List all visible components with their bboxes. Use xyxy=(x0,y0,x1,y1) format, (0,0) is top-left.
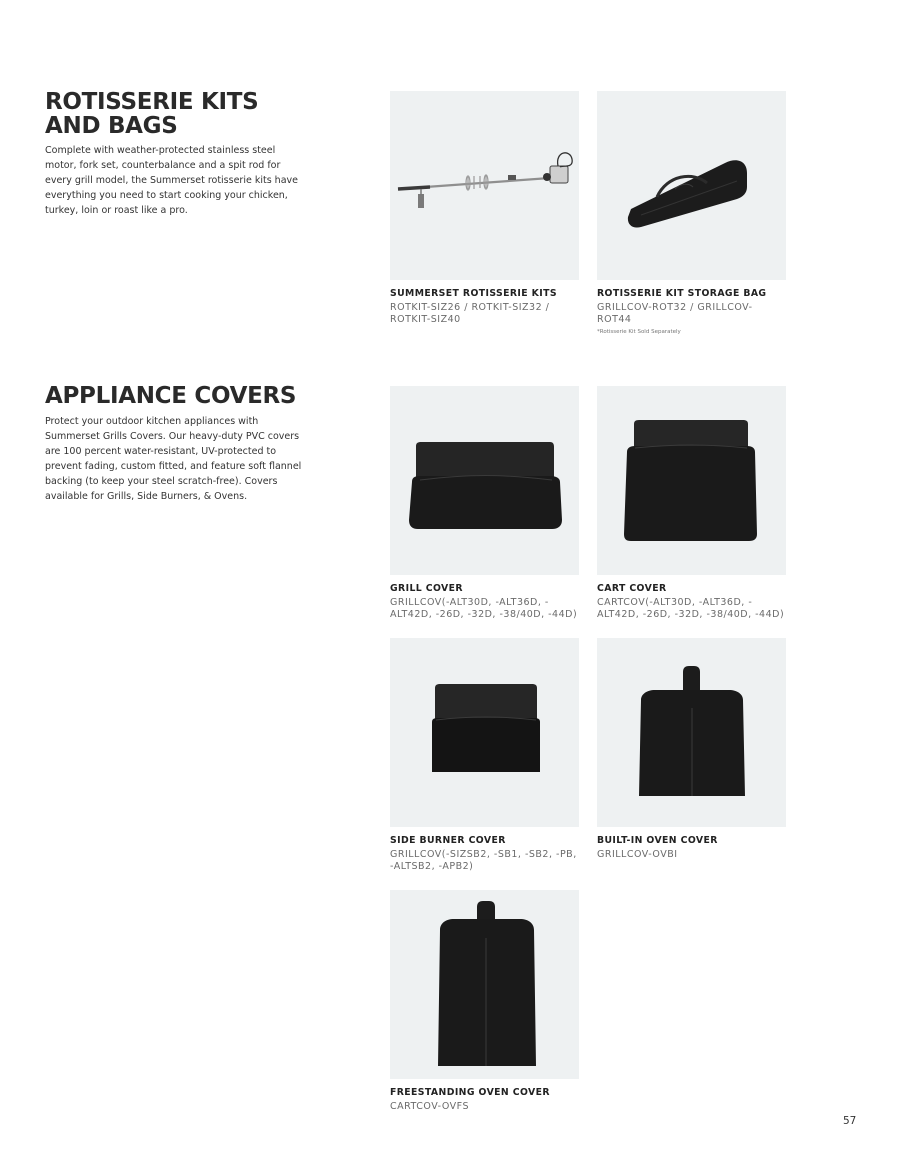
product-code: CARTCOV-OVFS xyxy=(390,1101,470,1112)
product-name: FREESTANDING OVEN COVER xyxy=(390,1087,550,1098)
builtin-oven-cover-image xyxy=(597,638,786,827)
product-code: GRILLCOV-OVBI xyxy=(597,849,678,860)
product-card-builtin-oven-cover[interactable] xyxy=(597,638,786,861)
product-code: CARTCOV(-ALT30D, -ALT36D, -ALT42D, -26D, -32D, -38/40D, -44D) xyxy=(597,597,785,620)
product-name: ROTISSERIE KIT STORAGE BAG xyxy=(597,288,767,299)
product-card-grill-cover[interactable] xyxy=(390,386,579,621)
product-card-storage-bag[interactable] xyxy=(597,91,786,335)
product-code: GRILLCOV-ROT32 / GRILLCOV-ROT44 xyxy=(597,302,753,325)
storage-bag-image xyxy=(597,91,786,280)
side-burner-cover-image xyxy=(390,638,579,827)
covers-section-title: APPLIANCE COVERS xyxy=(45,383,297,409)
product-card-rotisserie-kits[interactable] xyxy=(390,91,579,326)
product-name: CART COVER xyxy=(597,583,667,594)
rotisserie-description: Complete with weather-protected stainless steel motor, fork set, counterbalance and a spit rod for every grill model, the Summerset rotisserie kits have everything you need to start cooking your chicken, turkey, loin or roast like a pro. xyxy=(45,145,298,216)
rotisserie-section-title xyxy=(45,90,258,138)
product-name: BUILT-IN OVEN COVER xyxy=(597,835,718,846)
page-number: 57 xyxy=(843,1115,857,1127)
cart-cover-image xyxy=(597,386,786,575)
rotisserie-kit-image xyxy=(390,91,579,280)
grill-cover-image xyxy=(390,386,579,575)
product-code: GRILLCOV(-ALT30D, -ALT36D, -ALT42D, -26D, -32D, -38/40D, -44D) xyxy=(390,597,578,620)
title-line-1: ROTISSERIE KITS xyxy=(45,89,259,115)
title-line-2: AND BAGS xyxy=(45,113,178,139)
product-name: SUMMERSET ROTISSERIE KITS xyxy=(390,288,557,299)
freestanding-oven-cover-image xyxy=(390,890,579,1079)
product-name: SIDE BURNER COVER xyxy=(390,835,506,846)
product-code: ROTKIT-SIZ26 / ROTKIT-SIZ32 / ROTKIT-SIZ40 xyxy=(390,302,550,325)
product-name: GRILL COVER xyxy=(390,583,463,594)
product-note: *Rotisserie Kit Sold Separately xyxy=(597,329,681,335)
product-card-freestanding-oven-cover[interactable] xyxy=(390,890,579,1113)
product-card-cart-cover[interactable] xyxy=(597,386,786,621)
covers-description: Protect your outdoor kitchen appliances with Summerset Grills Covers. Our heavy-duty PVC covers are 100 percent water-resistant, UV-protected to prevent fading, custom fitted, and feature soft flannel backing (to keep your steel scratch-free). Covers available for Grills, Side Burners, & Ovens. xyxy=(45,416,302,502)
product-card-side-burner-cover[interactable] xyxy=(390,638,579,873)
product-code: GRILLCOV(-SIZSB2, -SB1, -SB2, -PB, -ALTSB2, -APB2) xyxy=(390,849,577,872)
